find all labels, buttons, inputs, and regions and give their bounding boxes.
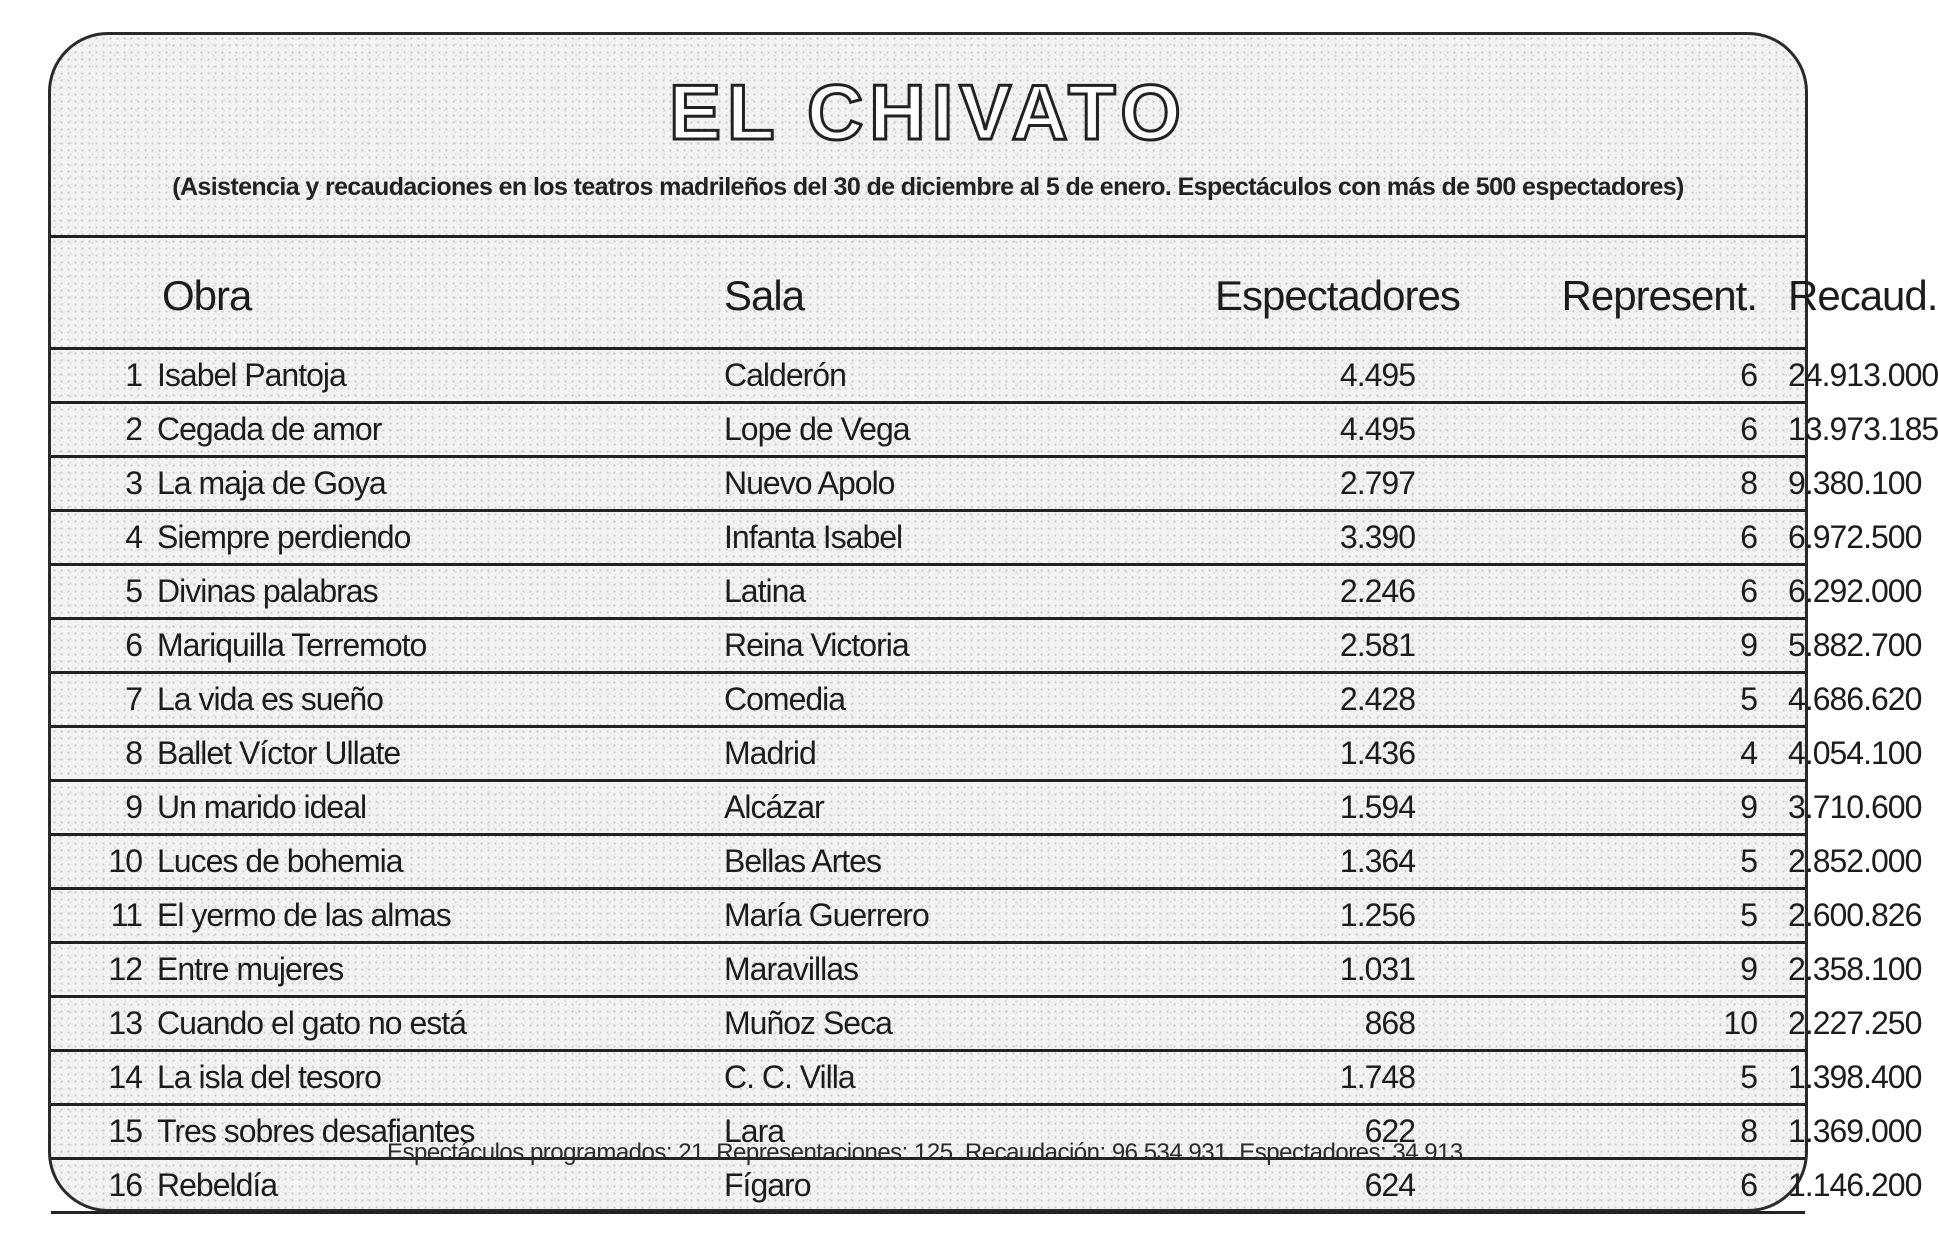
- represent-cell: 8: [1416, 457, 1787, 511]
- sala-cell: Maravillas: [723, 943, 1055, 997]
- espectadores-cell: 2.797: [1055, 457, 1416, 511]
- represent-cell: 9: [1416, 943, 1787, 997]
- obra-cell: Cuando el gato no está: [156, 997, 723, 1051]
- sala-cell: Alcázar: [723, 781, 1055, 835]
- sala-cell: Infanta Isabel: [723, 511, 1055, 565]
- rank-cell: 6: [51, 619, 156, 673]
- obra-cell: Ballet Víctor Ullate: [156, 727, 723, 781]
- table-row: [51, 889, 1805, 943]
- espectadores-cell: 2.581: [1055, 619, 1416, 673]
- table-header-row: [51, 245, 1805, 349]
- summary-footer: Espectáculos programados: 21. Representaciones: 125. Recaudación: 96.534.931. Espectadores: 34.913.: [387, 1139, 1469, 1166]
- espectadores-cell: 868: [1055, 997, 1416, 1051]
- recaud-cell: 2.852.000: [1787, 835, 1805, 889]
- rank-cell: 10: [51, 835, 156, 889]
- rank-cell: 5: [51, 565, 156, 619]
- table-row: [51, 349, 1805, 403]
- header-rule: [51, 235, 1805, 238]
- obra-cell: Entre mujeres: [156, 943, 723, 997]
- table-row: [51, 565, 1805, 619]
- obra-cell: Luces de bohemia: [156, 835, 723, 889]
- rank-cell: 1: [51, 349, 156, 403]
- rank-cell: 9: [51, 781, 156, 835]
- rank-cell: 15: [51, 1105, 156, 1159]
- espectadores-cell: 1.364: [1055, 835, 1416, 889]
- represent-cell: 5: [1416, 889, 1787, 943]
- table-row: [51, 997, 1805, 1051]
- represent-cell: 5: [1416, 1051, 1787, 1105]
- recaud-cell: 24.913.000: [1787, 349, 1805, 403]
- obra-cell: Mariquilla Terremoto: [156, 619, 723, 673]
- obra-cell: Isabel Pantoja: [156, 349, 723, 403]
- espectadores-cell: 1.436: [1055, 727, 1416, 781]
- espectadores-cell: 4.495: [1055, 349, 1416, 403]
- sala-cell: Latina: [723, 565, 1055, 619]
- table-row: [51, 403, 1805, 457]
- obra-cell: El yermo de las almas: [156, 889, 723, 943]
- col-recaud-header: Recaud.: [1788, 272, 1938, 319]
- represent-cell: 10: [1416, 997, 1787, 1051]
- espectadores-cell: 1.748: [1055, 1051, 1416, 1105]
- espectadores-cell: 1.594: [1055, 781, 1416, 835]
- page-title: EL CHIVATO: [669, 68, 1187, 156]
- sala-cell: Lara: [723, 1105, 1055, 1159]
- recaud-cell: 1.398.400: [1787, 1051, 1805, 1105]
- recaud-cell: 5.882.700: [1787, 619, 1805, 673]
- rank-cell: 4: [51, 511, 156, 565]
- col-espectadores-header: Espectadores: [1215, 272, 1460, 319]
- sala-cell: Calderón: [723, 349, 1055, 403]
- table-row: [51, 781, 1805, 835]
- chivato-card: [48, 32, 1938, 1212]
- represent-cell: 4: [1416, 727, 1787, 781]
- rank-cell: 2: [51, 403, 156, 457]
- recaud-cell: 2.358.100: [1787, 943, 1805, 997]
- represent-cell: 9: [1416, 619, 1787, 673]
- represent-cell: 5: [1416, 673, 1787, 727]
- represent-cell: 6: [1416, 403, 1787, 457]
- table-row: [51, 1051, 1805, 1105]
- espectadores-cell: 2.428: [1055, 673, 1416, 727]
- rank-cell: 14: [51, 1051, 156, 1105]
- obra-cell: Tres sobres desafiantes: [156, 1105, 723, 1159]
- subtitle: (Asistencia y recaudaciones en los teatros madrileños del 30 de diciembre al 5 de enero. Espectáculos con más de 500 espectadores): [172, 173, 1684, 201]
- obra-cell: Rebeldía: [156, 1159, 723, 1213]
- col-obra-header: Obra: [162, 272, 252, 319]
- recaud-cell: 1.369.000: [1787, 1105, 1805, 1159]
- col-sala-header: Sala: [724, 272, 805, 319]
- espectadores-cell: 622: [1055, 1105, 1416, 1159]
- rank-cell: 12: [51, 943, 156, 997]
- obra-cell: La vida es sueño: [156, 673, 723, 727]
- recaud-cell: 3.710.600: [1787, 781, 1805, 835]
- sala-cell: Muñoz Seca: [723, 997, 1055, 1051]
- espectadores-cell: 1.256: [1055, 889, 1416, 943]
- represent-cell: 6: [1416, 565, 1787, 619]
- sala-cell: Comedia: [723, 673, 1055, 727]
- recaud-cell: 4.686.620: [1787, 673, 1805, 727]
- ranking-table: [51, 245, 1938, 1214]
- espectadores-cell: 2.246: [1055, 565, 1416, 619]
- sala-cell: Bellas Artes: [723, 835, 1055, 889]
- recaud-cell: 13.973.185: [1787, 403, 1805, 457]
- table-row: [51, 619, 1805, 673]
- recaud-cell: 6.292.000: [1787, 565, 1805, 619]
- sala-cell: Fígaro: [723, 1159, 1055, 1213]
- sala-cell: Madrid: [723, 727, 1055, 781]
- represent-cell: 6: [1416, 511, 1787, 565]
- obra-cell: La maja de Goya: [156, 457, 723, 511]
- table-row: [51, 511, 1805, 565]
- sala-cell: Reina Victoria: [723, 619, 1055, 673]
- recaud-cell: 6.972.500: [1787, 511, 1805, 565]
- obra-cell: Divinas palabras: [156, 565, 723, 619]
- col-represent-header: Represent.: [1561, 272, 1757, 319]
- sala-cell: Nuevo Apolo: [723, 457, 1055, 511]
- rank-cell: 3: [51, 457, 156, 511]
- obra-cell: La isla del tesoro: [156, 1051, 723, 1105]
- rank-cell: 11: [51, 889, 156, 943]
- espectadores-cell: 4.495: [1055, 403, 1416, 457]
- obra-cell: Siempre perdiendo: [156, 511, 723, 565]
- table-row: [51, 835, 1805, 889]
- rank-cell: 16: [51, 1159, 156, 1213]
- represent-cell: 6: [1416, 349, 1787, 403]
- represent-cell: 9: [1416, 781, 1787, 835]
- recaud-cell: 9.380.100: [1787, 457, 1805, 511]
- espectadores-cell: 1.031: [1055, 943, 1416, 997]
- rank-cell: 8: [51, 727, 156, 781]
- recaud-cell: 2.227.250: [1787, 997, 1805, 1051]
- obra-cell: Cegada de amor: [156, 403, 723, 457]
- sala-cell: Lope de Vega: [723, 403, 1055, 457]
- espectadores-cell: 624: [1055, 1159, 1416, 1213]
- table-row: [51, 943, 1805, 997]
- represent-cell: 8: [1416, 1105, 1787, 1159]
- represent-cell: 6: [1416, 1159, 1787, 1213]
- espectadores-cell: 3.390: [1055, 511, 1416, 565]
- rank-cell: 7: [51, 673, 156, 727]
- recaud-cell: 2.600.826: [1787, 889, 1805, 943]
- table-row: [51, 673, 1805, 727]
- represent-cell: 5: [1416, 835, 1787, 889]
- sala-cell: María Guerrero: [723, 889, 1055, 943]
- recaud-cell: 1.146.200: [1787, 1159, 1805, 1213]
- sala-cell: C. C. Villa: [723, 1051, 1055, 1105]
- rank-cell: 13: [51, 997, 156, 1051]
- table-row: [51, 457, 1805, 511]
- obra-cell: Un marido ideal: [156, 781, 723, 835]
- recaud-cell: 4.054.100: [1787, 727, 1805, 781]
- table-row: [51, 727, 1805, 781]
- col-rank-header: [51, 245, 156, 349]
